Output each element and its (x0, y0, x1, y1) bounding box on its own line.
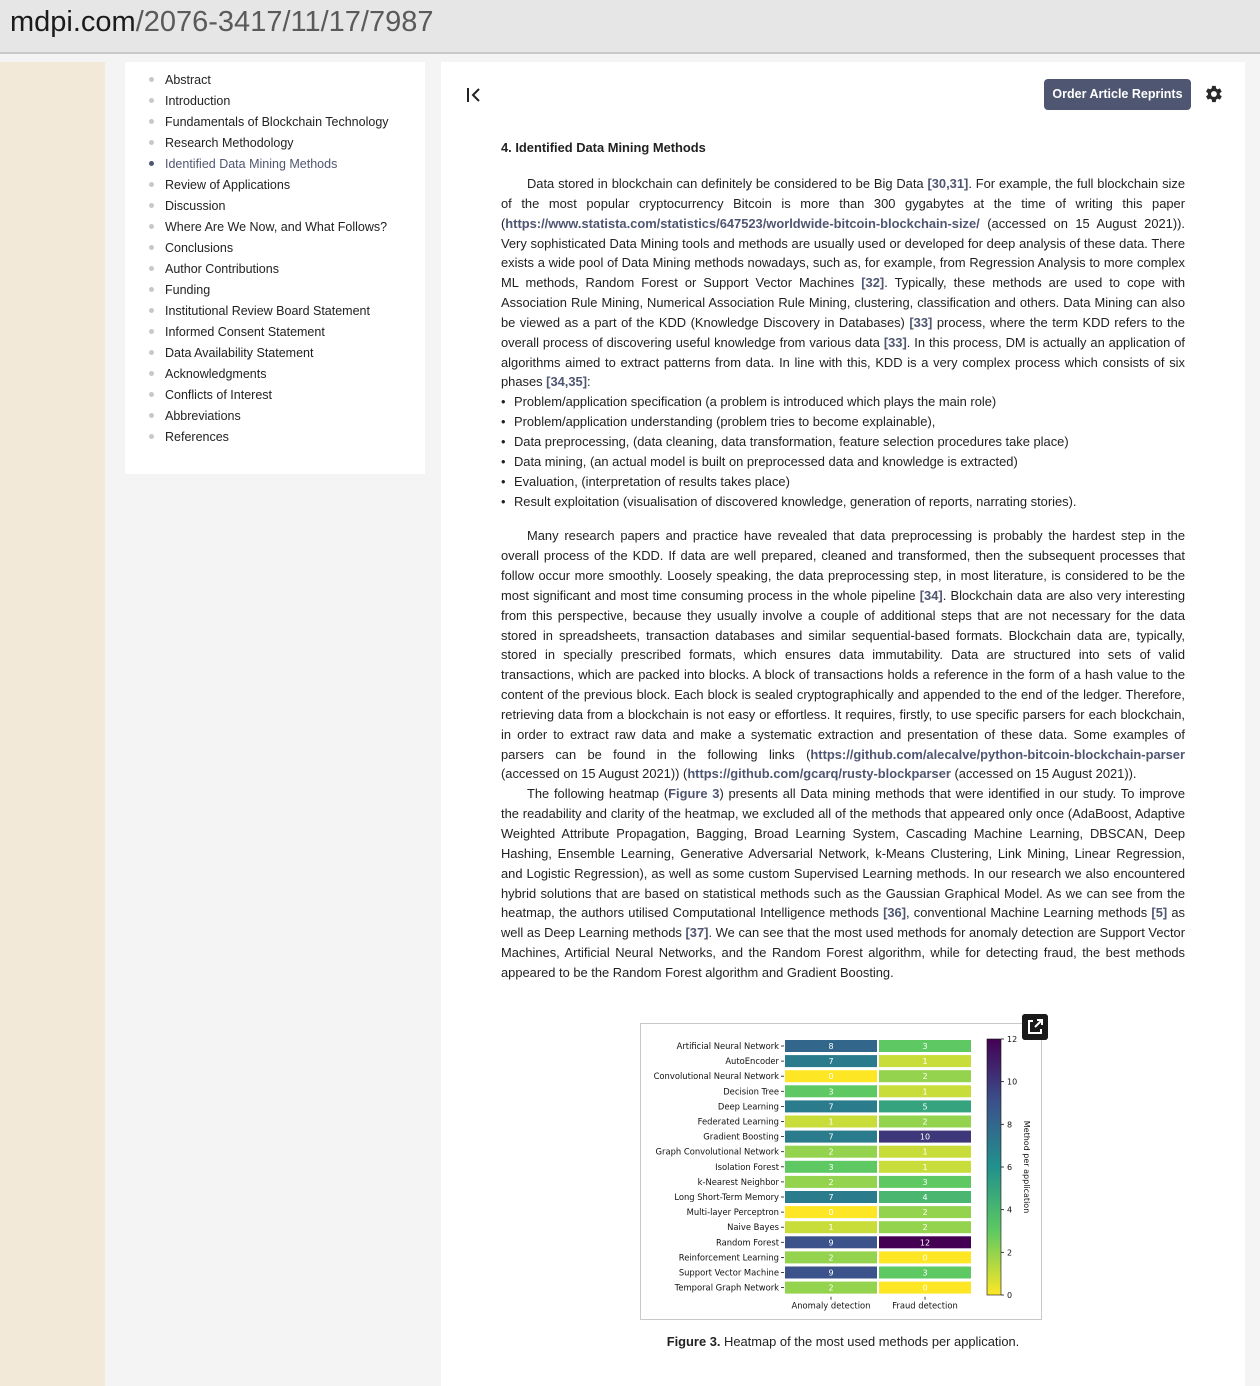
section-title: 4. Identified Data Mining Methods (501, 140, 706, 155)
text: The following heatmap ( (527, 786, 669, 802)
colorbar-tick-label: 12 (1007, 1035, 1018, 1044)
row-label: Long Short-Term Memory (674, 1192, 779, 1202)
cell-value: 1 (828, 1117, 834, 1127)
cell-value: 3 (828, 1087, 834, 1097)
citation-link[interactable]: [5] (1151, 905, 1168, 921)
cell-value: 7 (828, 1057, 834, 1067)
outline-item-label: Abstract (165, 73, 211, 87)
paragraph-1 (501, 174, 1185, 392)
heatmap-figure[interactable] (640, 1023, 1042, 1320)
row-label: Support Vector Machine (678, 1267, 779, 1278)
outline-item-label: Research Methodology (165, 136, 294, 150)
cell-value: 7 (828, 1102, 834, 1112)
cell-value: 2 (922, 1208, 928, 1218)
cell-value: 5 (922, 1102, 928, 1112)
url-host: mdpi.com (10, 6, 136, 38)
figure-link[interactable]: Figure 3 (668, 786, 720, 802)
article-body (501, 138, 1185, 983)
outline-item[interactable] (125, 261, 425, 282)
outline-item-label: References (165, 430, 229, 444)
cell-value: 0 (828, 1072, 834, 1082)
outline-item-label: Data Availability Statement (165, 346, 314, 360)
outline-item[interactable] (125, 240, 425, 261)
outline-item-label: Informed Consent Statement (165, 325, 325, 339)
outline-item[interactable] (125, 282, 425, 303)
external-link[interactable]: https://www.statista.com/statistics/647523/worldwide-bitcoin-blockchain-size/ (505, 215, 980, 231)
bullet-dot (149, 371, 154, 376)
bullet-dot (149, 119, 154, 124)
text: (accessed on 15 August 2021)). (950, 766, 1137, 782)
text: , conventional Machine Learning methods (906, 905, 1152, 921)
article-outline-list (125, 72, 425, 450)
list-item: • Result exploitation (visualisation of discovered knowledge, generation of reports, narrating stories). (514, 492, 1185, 512)
outline-item[interactable] (125, 429, 425, 450)
row-label: Isolation Forest (715, 1161, 779, 1172)
row-label: Naive Bayes (727, 1222, 779, 1233)
cell-value: 2 (922, 1117, 928, 1127)
paragraph-3 (501, 784, 1185, 982)
paragraph-2 (501, 526, 1185, 784)
text: (accessed on 15 August 2021)). Very sophisticated Data Mining tools and methods are usually used or developed for deep analysis of these data. There exists a wide pool of Data Mining methods nowadays, such as, for example, from Regression Analysis to more complex ML methods, Random Forest or Support Vector Machines (501, 215, 1185, 291)
cell-value: 1 (922, 1147, 928, 1157)
text: Data stored in blockchain can definitely be considered to be Big Data (527, 176, 928, 191)
cell-value: 7 (828, 1193, 834, 1202)
outline-item-label: Author Contributions (165, 262, 279, 276)
colorbar (987, 1039, 1001, 1295)
outline-item[interactable] (125, 72, 425, 93)
row-label: Convolutional Neural Network (653, 1071, 779, 1082)
bullet-dot (149, 329, 154, 334)
citation-link[interactable]: [33] (909, 314, 933, 330)
cell-value: 1 (922, 1057, 928, 1067)
row-label: Deep Learning (717, 1101, 779, 1112)
cell-value: 0 (922, 1253, 928, 1263)
colorbar-tick-label: 6 (1007, 1163, 1013, 1172)
colorbar-tick-label: 0 (1007, 1291, 1013, 1300)
citation-link[interactable]: [34,35] (546, 374, 587, 390)
cell-value: 3 (922, 1177, 928, 1187)
row-label: Artificial Neural Network (676, 1041, 779, 1051)
external-link[interactable]: https://github.com/alecalve/python-bitcoin-blockchain-parser (810, 746, 1185, 762)
cell-value: 12 (919, 1238, 931, 1248)
cell-value: 2 (828, 1283, 834, 1293)
caption-label: Figure 3. (666, 1334, 721, 1349)
cell-value: 7 (828, 1132, 834, 1142)
bullet-dot (149, 266, 154, 271)
citation-link[interactable]: [30,31] (927, 176, 969, 191)
figure-caption (441, 1334, 1245, 1349)
row-label: Federated Learning (697, 1116, 779, 1127)
text: as well as Deep Learning methods (501, 905, 1186, 941)
text: (accessed on 15 August 2021)) ( (501, 766, 688, 782)
cell-value: 2 (922, 1223, 928, 1233)
article-outline-panel (125, 62, 425, 474)
outline-item-label: Abbreviations (165, 409, 241, 423)
colorbar-tick-label: 8 (1007, 1120, 1013, 1130)
external-link-icon[interactable] (1022, 1014, 1048, 1040)
cell-value: 0 (828, 1208, 834, 1218)
cell-value: 3 (922, 1042, 928, 1051)
row-label: k-Nearest Neighbor (697, 1176, 779, 1187)
list-item: • Data preprocessing, (data cleaning, data transformation, feature selection procedures take place) (514, 432, 1185, 452)
outline-item[interactable] (125, 93, 425, 114)
outline-item-label: Identified Data Mining Methods (165, 157, 338, 171)
bullet-dot (149, 392, 154, 397)
url-text[interactable] (10, 6, 434, 39)
caption-text: Heatmap of the most used methods per application. (720, 1334, 1020, 1349)
cell-value: 2 (922, 1072, 928, 1082)
text: . For example, the full blockchain size of the most popular cryptocurrency Bitcoin is more than 300 gygabytes at the time of writing this paper ( (501, 176, 1185, 231)
outline-item[interactable] (125, 114, 425, 135)
bullet-dot (149, 350, 154, 355)
bullet-dot (149, 161, 154, 166)
outline-item-label: Conclusions (165, 241, 234, 255)
cell-value: 1 (922, 1162, 928, 1172)
text: Many research papers and practice have revealed that data preprocessing is probably the hardest step in the overall process of the KDD. If data are well prepared, cleaned and transformed, then the subsequent processes that follow occur more smoothly. Loosely speaking, the data preprocessing step, in most literature, is considered to be the most significant and most time consuming process in the whole pipeline (501, 528, 1185, 603)
citation-link[interactable]: [37] (685, 925, 709, 941)
row-label: Reinforcement Learning (678, 1252, 779, 1263)
bullet-dot (149, 308, 154, 313)
order-reprints-button[interactable]: Order Article Reprints (1044, 79, 1191, 110)
outline-item-label: Fundamentals of Blockchain Technology (165, 115, 389, 129)
cell-value: 3 (828, 1162, 834, 1172)
text: process, where the term KDD refers to the overall process of discovering useful knowledge from various data (501, 314, 1185, 350)
bullet-dot (149, 224, 154, 229)
outline-item[interactable] (125, 156, 425, 177)
text: : (587, 374, 591, 390)
cell-value: 8 (828, 1042, 834, 1051)
bullet-dot (149, 413, 154, 418)
outline-item-label: Conflicts of Interest (165, 388, 272, 402)
outline-item-label: Institutional Review Board Statement (165, 304, 370, 318)
collapse-left-icon[interactable] (465, 84, 485, 106)
text: ) presents all Data mining methods that were identified in our study. To improve the readability and clarity of the heatmap, we excluded all of the methods that appeared only once (AdaBoost, Adaptive Weighted Attribute Propagation, Bagging, Broad Learning System, Cascading Machine Learning, DBSCAN, Deep Hashing, Ensemble Learning, Generative Adversarial Network, k-Means Clustering, Link Mining, Linear Regression, and Logistic Regression), as well as some custom Supervised Learning methods. In our research we also encountered hybrid solutions that are based on statistical methods such as the Gaussian Graphical Model. As we can see from the heatmap, the authors utilised Computational Intelligence methods (501, 786, 1186, 921)
bullet-dot (149, 287, 154, 292)
citation-link[interactable]: [34] (919, 587, 943, 603)
cell-value: 3 (922, 1268, 928, 1278)
text: . Blockchain data are also very interesting from this perspective, because they usually involve a couple of additional steps that are not necessary for the data stored in spreadsheets, transaction databases and similar sequential-based formats. Blockchain data are, typically, stored in specially prescribed formats, which ensures data immutability. Data are structured into sets of valid transactions, which are packed into blocks. A block of transactions holds a reference in the form of a hash value to the content of the previous block. Each block is sealed cryptographically and appended to the end of the ledger. Therefore, retrieving data from a blockchain is not easy or effortless. It requires, firstly, to use specific parsers for each blockchain, in order to extract raw data and make a systematic extraction and presentation of these data. Some examples of parsers can be found in the following links ( (501, 587, 1185, 762)
outline-item-label: Acknowledgments (165, 367, 267, 381)
outline-item-label: Review of Applications (165, 178, 291, 192)
list-item: • Evaluation, (interpretation of results takes place) (514, 472, 1185, 492)
colorbar-tick-label: 2 (1007, 1248, 1013, 1258)
citation-link[interactable]: [33] (883, 334, 907, 350)
list-item: • Data mining, (an actual model is built on preprocessed data and knowledge is extracted) (514, 452, 1185, 472)
outline-item[interactable] (125, 198, 425, 219)
bullet-dot (149, 182, 154, 187)
cell-value: 1 (828, 1223, 834, 1233)
article-panel (441, 62, 1245, 1386)
row-label: Multi-layer Perceptron (686, 1207, 779, 1218)
citation-link[interactable]: [32] (861, 275, 885, 291)
row-label: Decision Tree (723, 1086, 779, 1097)
outline-item[interactable] (125, 135, 425, 156)
colorbar-tick-label: 4 (1007, 1205, 1013, 1215)
text: . We can see that the most used methods for anomaly detection are Support Vector Machines, Artificial Neural Networks, and the Random Forest algorithm, while for detecting fraud, the best methods appeared to be the Random Forest algorithm and Gradient Boosting. (501, 925, 1185, 980)
citation-link[interactable]: [36] (883, 905, 907, 921)
row-label: Graph Convolutional Network (655, 1146, 779, 1157)
outline-item[interactable] (125, 345, 425, 366)
url-path: /2076-3417/11/17/7987 (135, 6, 434, 38)
cell-value: 4 (922, 1193, 928, 1202)
heatmap-chart (641, 1024, 1041, 1319)
outline-item-label: Discussion (165, 199, 226, 213)
cell-value: 2 (828, 1177, 834, 1187)
gear-icon[interactable] (1202, 83, 1224, 105)
text: . Typically, these methods are used to cope with Association Rule Mining, Numerical Association Rule Mining, clustering, classification and others. Data Mining can also be viewed as a part of the KDD (Knowledge Discovery in Databases) (501, 275, 1185, 330)
cell-value: 0 (922, 1283, 928, 1293)
colorbar-tick-label: 10 (1007, 1077, 1018, 1087)
outline-item[interactable] (125, 219, 425, 240)
outline-item[interactable] (125, 324, 425, 345)
outline-item-label: Introduction (165, 94, 231, 108)
row-label: Temporal Graph Network (674, 1282, 779, 1293)
cell-value: 2 (828, 1253, 834, 1263)
outline-item[interactable] (125, 366, 425, 387)
outline-item-label: Where Are We Now, and What Follows? (165, 220, 388, 234)
bullet-dot (149, 77, 154, 82)
page-left-margin (0, 62, 105, 1386)
column-label: Fraud detection (892, 1300, 958, 1311)
row-label: Gradient Boosting (703, 1131, 779, 1142)
outline-item[interactable] (125, 408, 425, 429)
external-link[interactable]: https://github.com/gcarq/rusty-blockparser (687, 766, 951, 782)
bullet-dot (149, 140, 154, 145)
cell-value: 9 (828, 1238, 834, 1248)
outline-item[interactable] (125, 177, 425, 198)
row-label: Random Forest (715, 1237, 779, 1248)
outline-item-label: Funding (165, 283, 211, 297)
cell-value: 9 (828, 1268, 834, 1278)
cell-value: 2 (828, 1147, 834, 1157)
colorbar-label: Method per application (1022, 1120, 1031, 1214)
list-item: • Problem/application specification (a problem is introduced which plays the main role) (514, 392, 1185, 412)
browser-address-bar[interactable] (0, 0, 1260, 54)
row-label: AutoEncoder (725, 1056, 779, 1067)
bullet-dot (149, 98, 154, 103)
outline-item[interactable] (125, 303, 425, 324)
bullet-dot (149, 245, 154, 250)
kdd-phases-list (501, 392, 1185, 511)
cell-value: 1 (922, 1087, 928, 1097)
bullet-dot (149, 203, 154, 208)
outline-item[interactable] (125, 387, 425, 408)
text: . In this process, DM is actually an application of algorithms aimed to extract patterns from data. In line with this, KDD is a very complex process which consists of six phases (501, 334, 1185, 390)
bullet-dot (149, 434, 154, 439)
cell-value: 10 (919, 1132, 931, 1142)
column-label: Anomaly detection (791, 1300, 871, 1311)
list-item: • Problem/application understanding (problem tries to become explainable), (514, 412, 1185, 432)
